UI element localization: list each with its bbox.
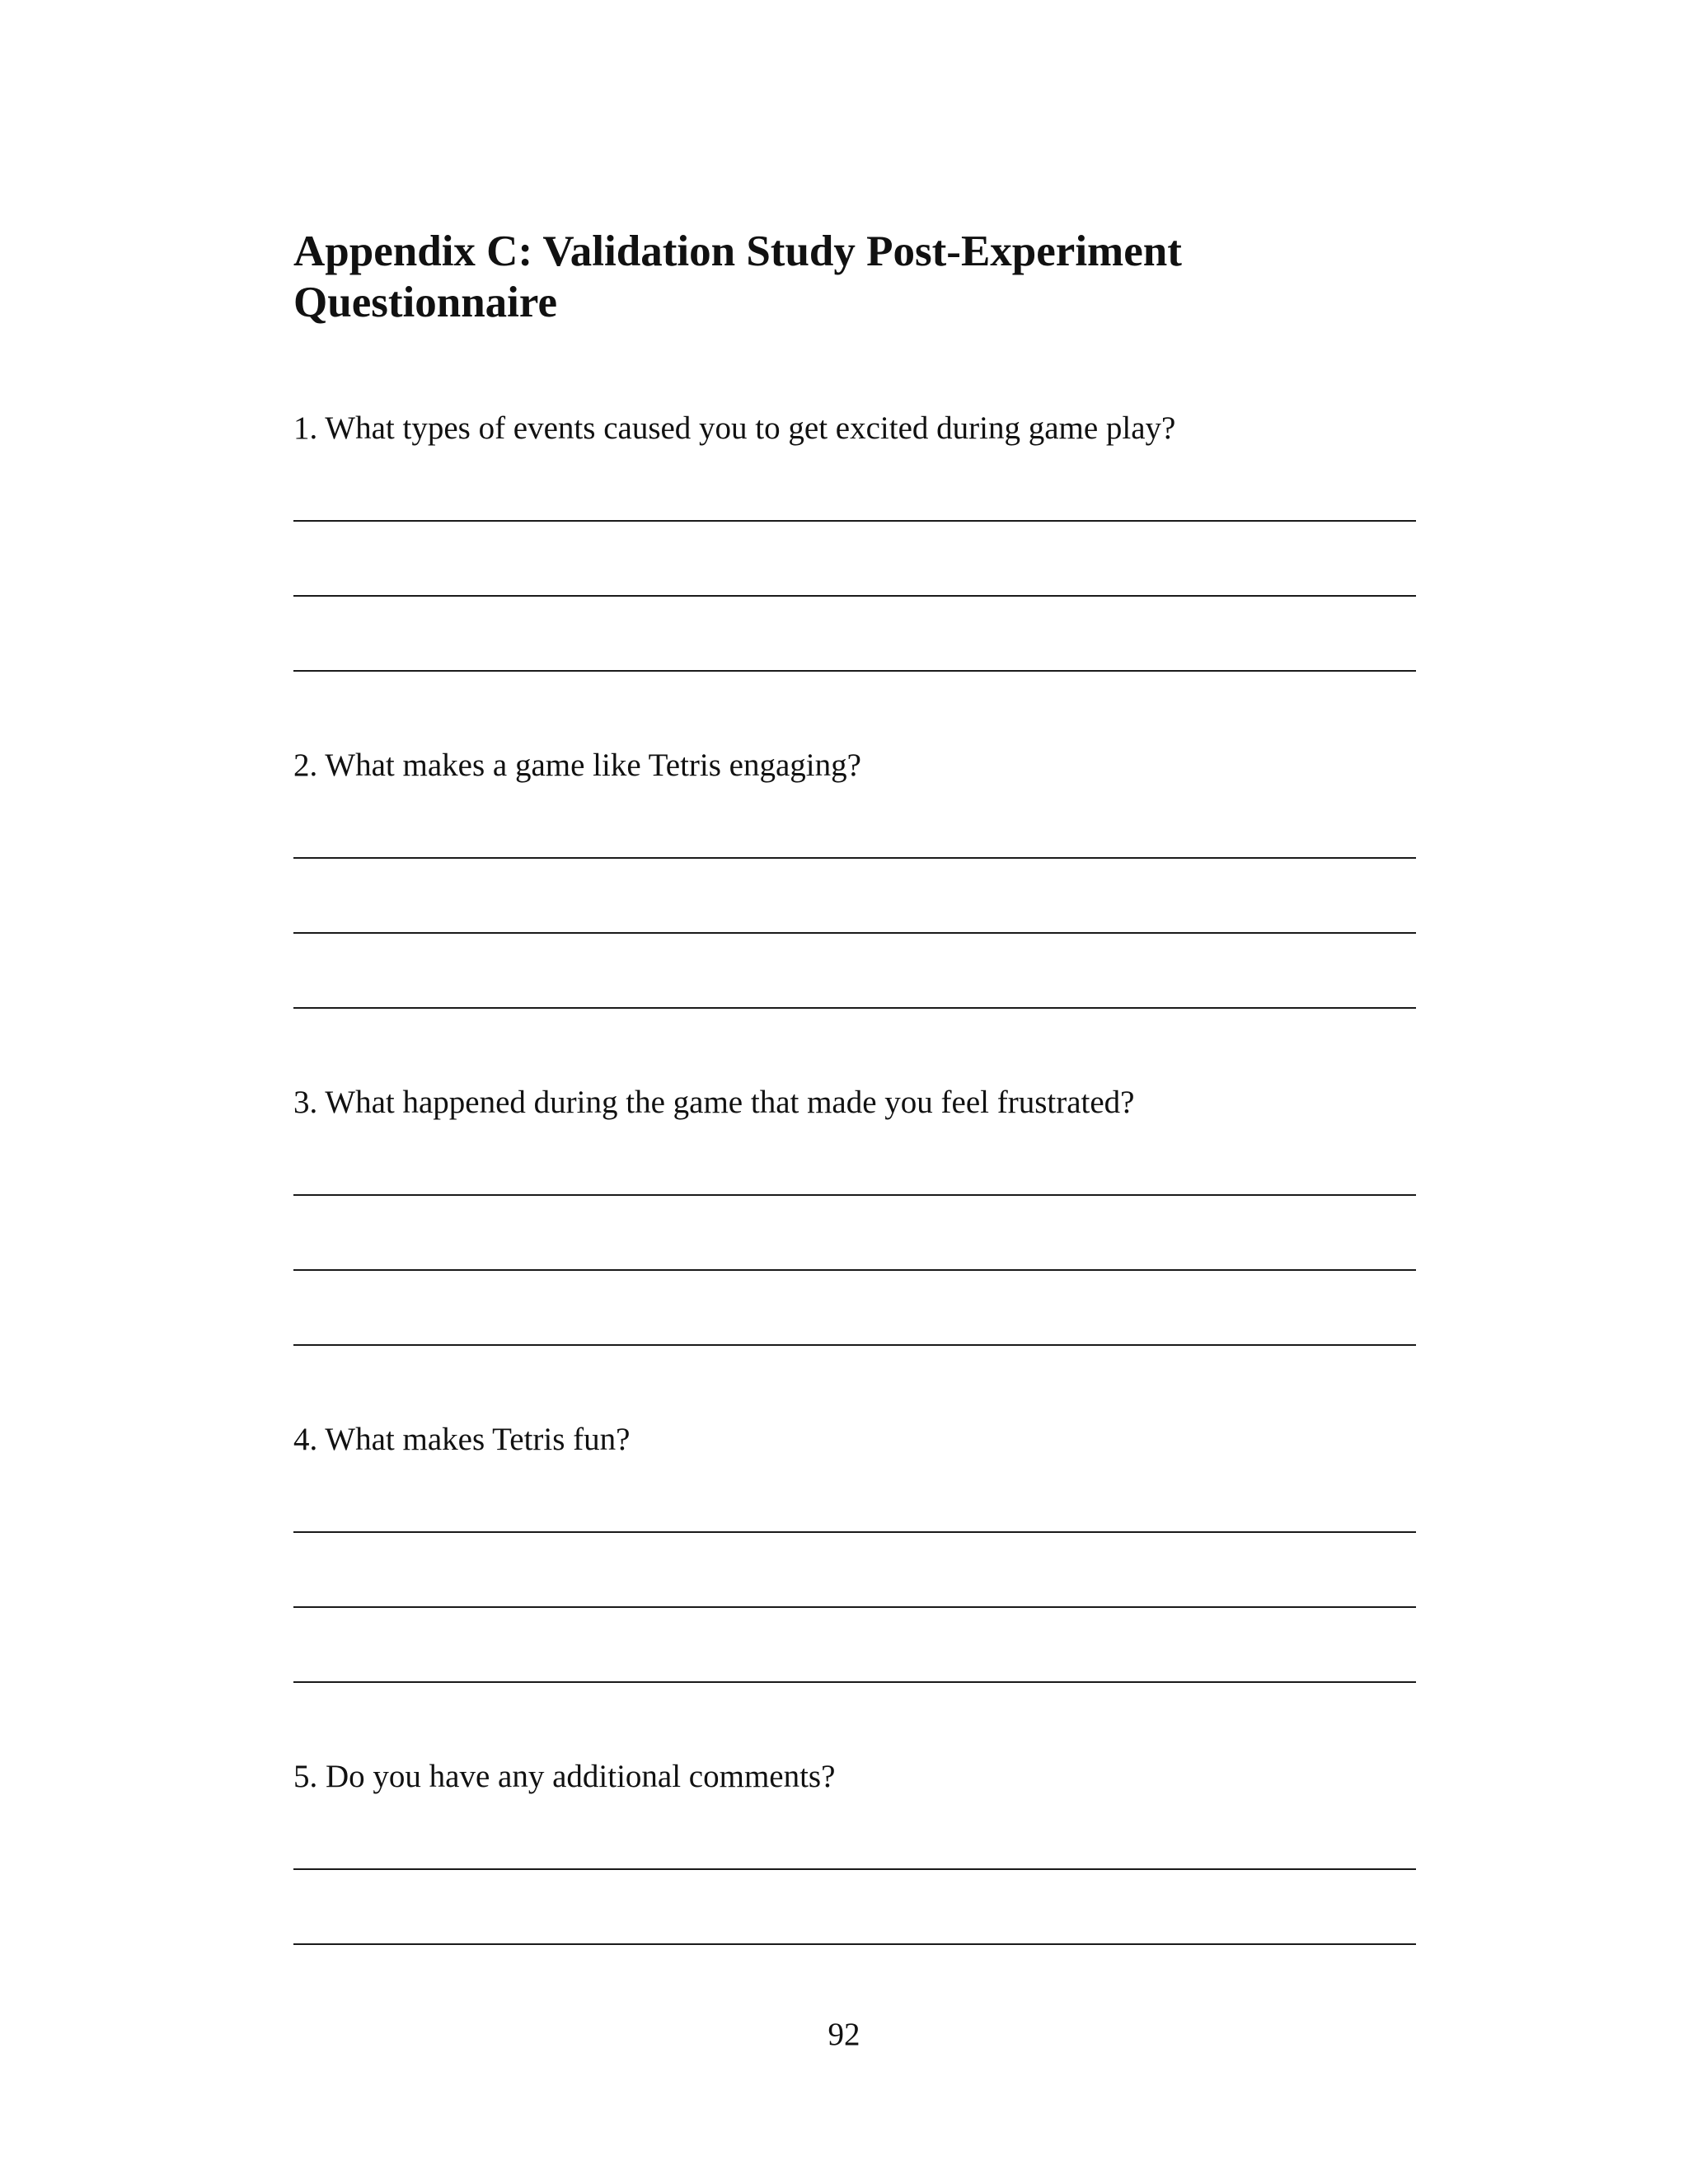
question-2: 2. What makes a game like Tetris engaging? bbox=[293, 748, 861, 783]
answer-line[interactable] bbox=[293, 1531, 1416, 1533]
question-5: 5. Do you have any additional comments? bbox=[293, 1759, 836, 1794]
answer-line[interactable] bbox=[293, 1943, 1416, 1945]
answer-line[interactable] bbox=[293, 1194, 1416, 1196]
question-3: 3. What happened during the game that made you feel frustrated? bbox=[293, 1085, 1135, 1120]
page-title-line-1: Appendix C: Validation Study Post-Experiment bbox=[293, 227, 1182, 275]
page-title-line-2: Questionnaire bbox=[293, 279, 557, 326]
answer-line[interactable] bbox=[293, 1681, 1416, 1683]
answer-line[interactable] bbox=[293, 520, 1416, 522]
answer-line[interactable] bbox=[293, 1269, 1416, 1271]
answer-line[interactable] bbox=[293, 857, 1416, 859]
answer-line[interactable] bbox=[293, 1606, 1416, 1608]
question-1: 1. What types of events caused you to get excited during game play? bbox=[293, 410, 1176, 446]
answer-line[interactable] bbox=[293, 1344, 1416, 1346]
page-title bbox=[293, 226, 1365, 328]
page-number: 92 bbox=[828, 2017, 860, 2052]
answer-line[interactable] bbox=[293, 1868, 1416, 1870]
question-4: 4. What makes Tetris fun? bbox=[293, 1422, 631, 1457]
answer-line[interactable] bbox=[293, 670, 1416, 672]
answer-line[interactable] bbox=[293, 932, 1416, 934]
answer-line[interactable] bbox=[293, 1007, 1416, 1009]
answer-line[interactable] bbox=[293, 595, 1416, 597]
